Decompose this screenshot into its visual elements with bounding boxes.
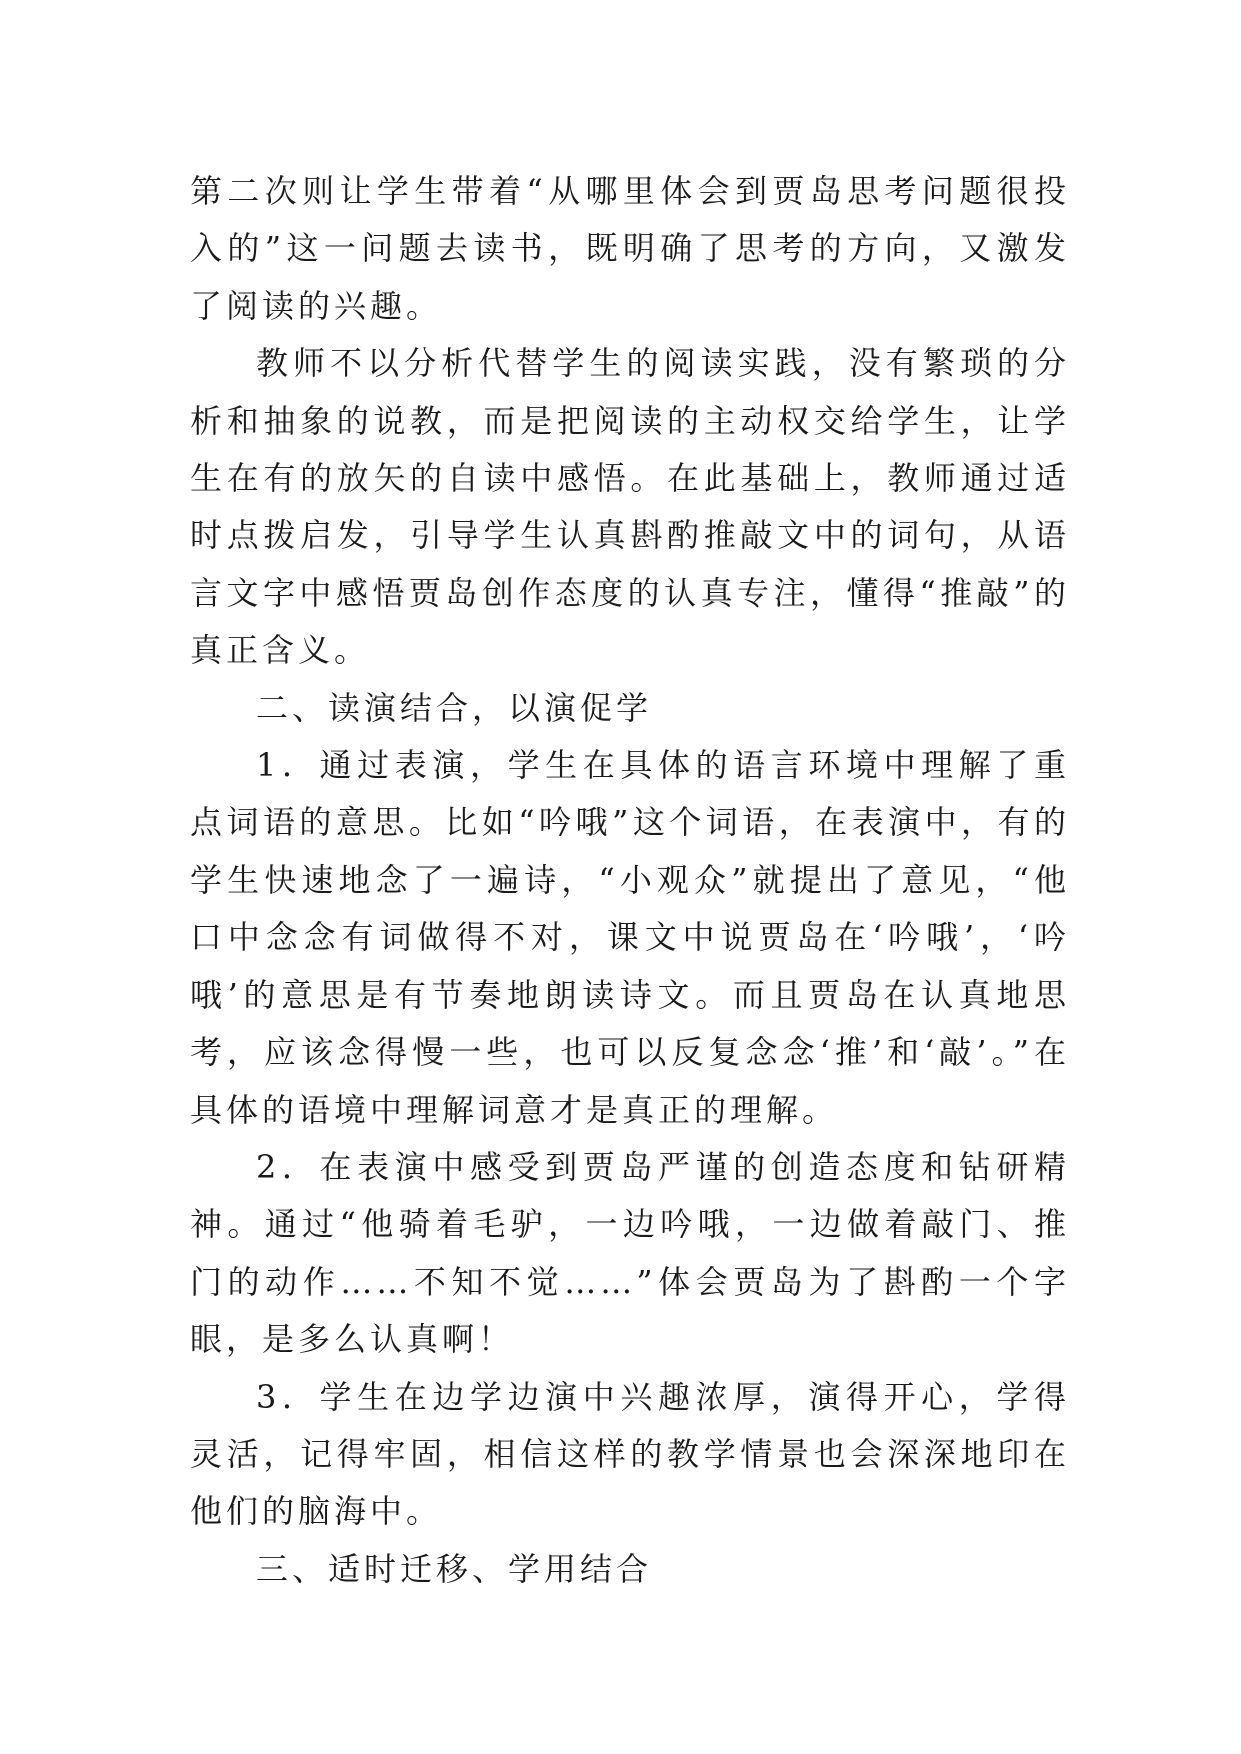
section-heading-2: 二、读演结合，以演促学	[256, 688, 653, 727]
document-body	[190, 163, 1070, 1598]
paragraph-point-2: 2．在表演中感受到贾岛严谨的创造态度和钻研精神。通过“他骑着毛驴，一边吟哦，一边做着敲门、推门的动作……不知不觉……”体会贾岛为了斟酌一个字眼，是多么认真啊！	[190, 1147, 1070, 1359]
paragraph-2: 教师不以分析代替学生的阅读实践，没有繁琐的分析和抽象的说教，而是把阅读的主动权交给学生，让学生在有的放矢的自读中感悟。在此基础上，教师通过适时点拨启发，引导学生认真斟酌推敲文中的词句，从语言文字中感悟贾岛创作态度的认真专注，懂得“推敲”的真正含义。	[190, 344, 1070, 670]
paragraph-1: 第二次则让学生带着“从哪里体会到贾岛思考问题很投入的”这一问题去读书，既明确了思考的方向，又激发了阅读的兴趣。	[190, 172, 1070, 325]
section-heading-3: 三、适时迁移、学用结合	[256, 1549, 653, 1588]
paragraph-point-1: 1．通过表演，学生在具体的语言环境中理解了重点词语的意思。比如“吟哦”这个词语，在表演中，有的学生快速地念了一遍诗，“小观众”就提出了意见，“他口中念念有词做得不对，课文中说贾岛在‘吟哦’，‘吟哦’的意思是有节奏地朗读诗文。而且贾岛在认真地思考，应该念得慢一些，也可以反复念念‘推’和‘敲’。”在具体的语境中理解词意才是真正的理解。	[190, 746, 1070, 1129]
paragraph-point-3: 3．学生在边学边演中兴趣浓厚，演得开心，学得灵活，记得牢固，相信这样的教学情景也会深深地印在他们的脑海中。	[190, 1377, 1070, 1531]
